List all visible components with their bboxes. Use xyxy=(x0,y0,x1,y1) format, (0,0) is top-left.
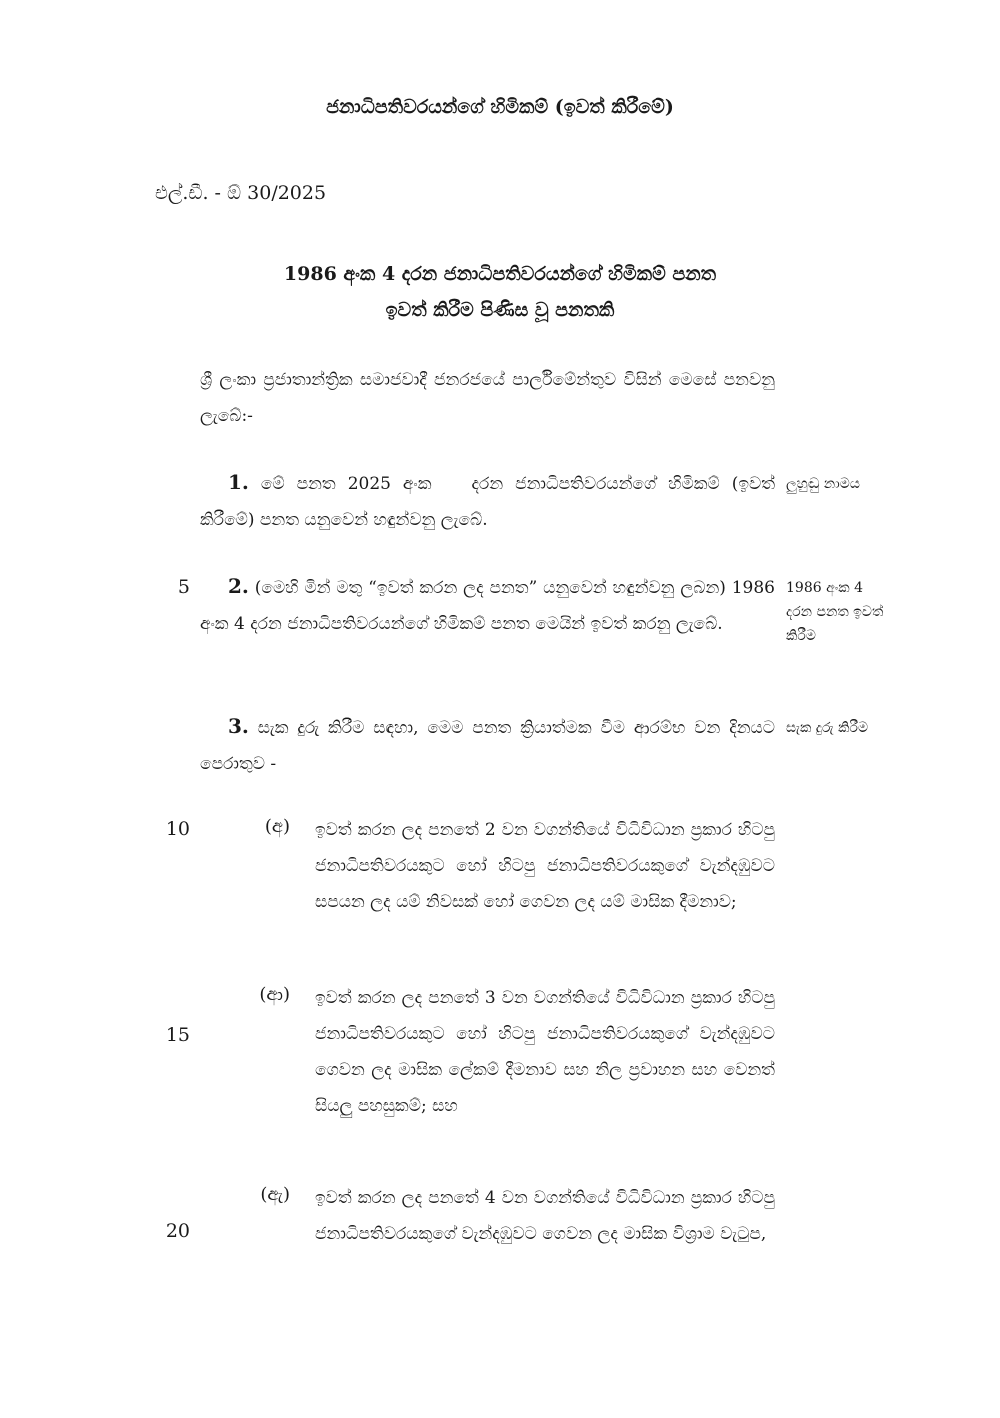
marginal-note-short-title: ලුහුඬු නාමය xyxy=(786,476,860,492)
marginal-note-removal-of-doubts: සැක දුරු කිරීම xyxy=(786,720,869,736)
document-reference: එල්.ඩී. - ඕ 30/2025 xyxy=(155,182,327,204)
section-text: මේ පනත 2025 අංක xyxy=(260,474,432,494)
section-3 xyxy=(200,708,775,782)
subsection-label: (ඇ) xyxy=(260,1184,290,1205)
subsection-c: ඉවත් කරන ලද පනතේ 4 වන වගන්තියේ විධිවිධාන ප්‍රකාර හිටපු ජනාධිපතිවරයකුගේ වැන්දඹුවට ගෙවන ලද මාසික විශ්‍රාම වැටුප, xyxy=(315,1188,775,1244)
marginal-note-repeal: 1986 අංක 4 දරන පනත ඉවත් කිරීම xyxy=(786,580,884,644)
section-1 xyxy=(200,464,775,538)
section-text: දරන ජනාධිපතිවරයන්ගේ හිමිකම් (ඉවත් කිරීමේ) පනත යනුවෙන් හඳුන්වනු ලැබේ. xyxy=(200,474,776,530)
section-number: 1. xyxy=(228,470,249,494)
long-title xyxy=(150,256,850,328)
document-title: ජනාධිපතිවරයන්ගේ හිමිකම් (ඉවත් කිරීමේ) xyxy=(326,96,674,118)
section-number: 2. xyxy=(228,574,249,598)
section-text: (මෙහි මින් මතු “ඉවත් කරන ලද පනත” යනුවෙන් හඳුන්වනු ලබන) 1986 අංක 4 දරන ජනාධිපතිවරයන්ගේ හිමිකම් පනත මෙයින් ඉවත් කරනු ලැබේ. xyxy=(200,578,775,634)
section-2 xyxy=(200,568,775,642)
line-number: 10 xyxy=(165,818,190,840)
long-title-line-1: 1986 අංක 4 දරන ජනාධිපතිවරයන්ගේ හිමිකම් පනත xyxy=(283,263,717,285)
subsection-b: ඉවත් කරන ලද පනතේ 3 වන වගන්තියේ විධිවිධාන ප්‍රකාර හිටපු ජනාධිපතිවරයකුට හෝ හිටපු ජනාධිපතිවරයකුගේ වැන්දඹුවට ගෙවන ලද මාසික ලේකම් දීමනාව සහ නිල ප්‍රවාහන සහ වෙනත් සියලු පහසුකම්; සහ xyxy=(315,988,775,1116)
subsection-a: ඉවත් කරන ලද පනතේ 2 වන වගන්තියේ විධිවිධාන ප්‍රකාර හිටපු ජනාධිපතිවරයකුට හෝ හිටපු ජනාධිපතිවරයකුගේ වැන්දඹුවට සපයන ලද යම් නිවසක් හෝ ගෙවන ලද යම් මාසික දීමනාව; xyxy=(315,820,775,912)
line-number: 20 xyxy=(165,1220,190,1242)
section-number: 3. xyxy=(228,714,249,738)
line-number: 15 xyxy=(165,1024,190,1046)
enacting-clause: ශ්‍රී ලංකා ප්‍රජාතාන්ත්‍රික සමාජවාදී ජනරජයේ පාර්ලිමේන්තුව විසින් මෙසේ පනවනු ලැබේ:- xyxy=(200,370,775,426)
section-text: සැක දුරු කිරීම සඳහා, මෙම පනත ක්‍රියාත්මක වීම ආරම්භ වන දිනයට පෙරාතුව - xyxy=(200,718,775,774)
long-title-line-2: ඉවත් කිරීම පිණිස වූ පනතකි xyxy=(385,299,615,321)
subsection-label: (ආ) xyxy=(259,984,290,1005)
subsection-label: (අ) xyxy=(264,816,290,837)
line-number: 5 xyxy=(177,576,190,598)
